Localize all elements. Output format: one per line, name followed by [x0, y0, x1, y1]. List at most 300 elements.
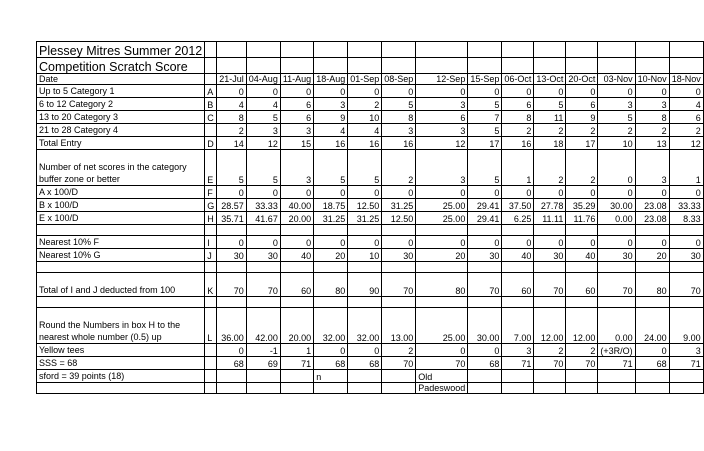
- table-row: [37, 199, 704, 212]
- value-cell: 0: [669, 85, 703, 98]
- value-cell: 0: [348, 344, 382, 357]
- value-cell: 71: [502, 357, 534, 370]
- value-cell: [502, 383, 534, 394]
- value-cell: [669, 370, 703, 383]
- value-cell: 70: [217, 273, 247, 297]
- value-cell: [314, 297, 348, 308]
- empty-cell: [246, 58, 280, 74]
- value-cell: 60: [502, 273, 534, 297]
- value-cell: 0: [566, 236, 598, 249]
- empty-cell: [314, 42, 348, 58]
- value-cell: 13.00: [382, 308, 416, 344]
- value-cell: 69: [246, 357, 280, 370]
- table-row: [37, 249, 704, 262]
- value-cell: [468, 262, 502, 273]
- value-cell: [280, 297, 313, 308]
- value-cell: 60: [566, 273, 598, 297]
- value-cell: 23.08: [635, 212, 669, 225]
- value-cell: 17: [566, 137, 598, 150]
- value-cell: [635, 383, 669, 394]
- value-cell: 3: [502, 344, 534, 357]
- value-cell: 0: [669, 186, 703, 199]
- value-cell: 2: [566, 344, 598, 357]
- table-row: [37, 150, 704, 186]
- column-header: [205, 74, 217, 85]
- value-cell: 0: [348, 236, 382, 249]
- value-cell: 5: [314, 150, 348, 186]
- value-cell: 3: [280, 124, 313, 137]
- value-cell: 6: [280, 111, 313, 124]
- value-cell: [669, 383, 703, 394]
- value-cell: n: [314, 370, 348, 383]
- row-key: F: [205, 186, 217, 199]
- value-cell: [314, 383, 348, 394]
- value-cell: 3: [382, 124, 416, 137]
- value-cell: 0: [314, 344, 348, 357]
- column-header: 20-Oct: [566, 74, 598, 85]
- value-cell: 70: [534, 357, 566, 370]
- empty-cell: [280, 42, 313, 58]
- empty-cell: [534, 58, 566, 74]
- value-cell: 68: [217, 357, 247, 370]
- empty-cell: [348, 58, 382, 74]
- row-key: L: [205, 308, 217, 344]
- value-cell: 0: [280, 186, 313, 199]
- scratch-score-sheet: [36, 41, 704, 394]
- value-cell: 0: [534, 85, 566, 98]
- empty-cell: [598, 58, 635, 74]
- row-key: A: [205, 85, 217, 98]
- row-key: [205, 357, 217, 370]
- row-label: Number of net scores in the category buffer zone or better: [37, 150, 205, 186]
- value-cell: 3: [416, 124, 468, 137]
- value-cell: [534, 262, 566, 273]
- value-cell: 0: [348, 85, 382, 98]
- value-cell: 3: [280, 150, 313, 186]
- value-cell: 0: [468, 85, 502, 98]
- value-cell: 0: [598, 150, 635, 186]
- value-cell: 5: [246, 150, 280, 186]
- value-cell: [217, 262, 247, 273]
- value-cell: 20: [635, 249, 669, 262]
- value-cell: 40: [280, 249, 313, 262]
- value-cell: 30: [246, 249, 280, 262]
- value-cell: 10: [598, 137, 635, 150]
- value-cell: [314, 225, 348, 236]
- value-cell: 11: [534, 111, 566, 124]
- value-cell: 4: [246, 98, 280, 111]
- row-label: A x 100/D: [37, 186, 205, 199]
- table-row: [37, 212, 704, 225]
- value-cell: 35.29: [566, 199, 598, 212]
- empty-cell: [416, 42, 468, 58]
- value-cell: 6: [502, 98, 534, 111]
- value-cell: 5: [468, 150, 502, 186]
- value-cell: 0: [382, 236, 416, 249]
- value-cell: 71: [598, 357, 635, 370]
- empty-cell: [382, 42, 416, 58]
- value-cell: [348, 262, 382, 273]
- column-header: 18-Aug: [314, 74, 348, 85]
- value-cell: 3: [635, 150, 669, 186]
- row-label: Total Entry: [37, 137, 205, 150]
- value-cell: 70: [468, 273, 502, 297]
- value-cell: 18.75: [314, 199, 348, 212]
- empty-cell: [217, 58, 247, 74]
- value-cell: 17: [468, 137, 502, 150]
- value-cell: 68: [635, 357, 669, 370]
- value-cell: 0: [416, 85, 468, 98]
- value-cell: 25.00: [416, 199, 468, 212]
- row-label: Nearest 10% G: [37, 249, 205, 262]
- empty-cell: [566, 58, 598, 74]
- value-cell: 5: [534, 98, 566, 111]
- value-cell: 2: [566, 150, 598, 186]
- value-cell: 0: [246, 236, 280, 249]
- value-cell: 60: [280, 273, 313, 297]
- row-key: [205, 344, 217, 357]
- value-cell: 31.25: [348, 212, 382, 225]
- value-cell: 14: [217, 137, 247, 150]
- value-cell: 0: [314, 236, 348, 249]
- value-cell: [598, 297, 635, 308]
- value-cell: 30: [382, 249, 416, 262]
- value-cell: 80: [314, 273, 348, 297]
- value-cell: 2: [669, 124, 703, 137]
- row-label: SSS = 68: [37, 357, 205, 370]
- table-row: [37, 137, 704, 150]
- value-cell: 30: [217, 249, 247, 262]
- table-row: [37, 273, 704, 297]
- column-header: 18-Nov: [669, 74, 703, 85]
- value-cell: 20: [416, 249, 468, 262]
- value-cell: 5: [382, 98, 416, 111]
- value-cell: 8: [635, 111, 669, 124]
- value-cell: 0: [635, 85, 669, 98]
- value-cell: [635, 262, 669, 273]
- row-key: C: [205, 111, 217, 124]
- row-key: B: [205, 98, 217, 111]
- row-key: K: [205, 273, 217, 297]
- value-cell: [246, 383, 280, 394]
- value-cell: [566, 262, 598, 273]
- column-header: 12-Sep: [416, 74, 468, 85]
- value-cell: 0: [217, 344, 247, 357]
- title-row: [37, 58, 704, 74]
- value-cell: [502, 297, 534, 308]
- value-cell: 90: [348, 273, 382, 297]
- row-key: H: [205, 212, 217, 225]
- value-cell: 12.00: [534, 308, 566, 344]
- value-cell: 9: [566, 111, 598, 124]
- value-cell: 12: [416, 137, 468, 150]
- value-cell: 0: [280, 236, 313, 249]
- value-cell: 5: [468, 98, 502, 111]
- value-cell: 16: [348, 137, 382, 150]
- value-cell: 5: [246, 111, 280, 124]
- empty-cell: [382, 58, 416, 74]
- empty-cell: [502, 42, 534, 58]
- table-row: [37, 308, 704, 344]
- table-row: [37, 357, 704, 370]
- value-cell: 6: [416, 111, 468, 124]
- value-cell: 68: [314, 357, 348, 370]
- value-cell: 10: [348, 249, 382, 262]
- value-cell: 80: [416, 273, 468, 297]
- value-cell: [382, 370, 416, 383]
- value-cell: [635, 225, 669, 236]
- empty-cell: [502, 58, 534, 74]
- value-cell: 20.00: [280, 212, 313, 225]
- value-cell: 6: [669, 111, 703, 124]
- value-cell: 6.25: [502, 212, 534, 225]
- column-header-date: Date: [37, 74, 205, 85]
- value-cell: 40.00: [280, 199, 313, 212]
- value-cell: 4: [348, 124, 382, 137]
- row-key: [205, 262, 217, 273]
- row-label: 21 to 28 Category 4: [37, 124, 205, 137]
- column-header: 06-Oct: [502, 74, 534, 85]
- value-cell: [502, 262, 534, 273]
- value-cell: [502, 225, 534, 236]
- empty-cell: [348, 42, 382, 58]
- value-cell: 0: [416, 344, 468, 357]
- value-cell: [534, 370, 566, 383]
- table-row: [37, 370, 704, 383]
- value-cell: 12.00: [566, 308, 598, 344]
- row-label: Yellow tees: [37, 344, 205, 357]
- value-cell: 0: [534, 236, 566, 249]
- value-cell: 12.50: [382, 212, 416, 225]
- table-row: [37, 236, 704, 249]
- sheet-subtitle: Competition Scratch Score: [37, 58, 205, 74]
- row-label: Round the Numbers in box H to the nearest whole number (0.5) up: [37, 308, 205, 344]
- value-cell: 27.78: [534, 199, 566, 212]
- value-cell: 71: [669, 357, 703, 370]
- table-row: [37, 98, 704, 111]
- value-cell: [348, 370, 382, 383]
- value-cell: 3: [314, 98, 348, 111]
- value-cell: [246, 370, 280, 383]
- value-cell: 42.00: [246, 308, 280, 344]
- row-label: Total of I and J deducted from 100: [37, 273, 205, 297]
- value-cell: 0: [669, 236, 703, 249]
- column-header: 01-Sep: [348, 74, 382, 85]
- value-cell: [280, 225, 313, 236]
- value-cell: 0: [635, 344, 669, 357]
- value-cell: 2: [534, 344, 566, 357]
- value-cell: [566, 225, 598, 236]
- row-label: sford = 39 points (18): [37, 370, 205, 383]
- value-cell: [468, 370, 502, 383]
- column-header: 08-Sep: [382, 74, 416, 85]
- value-cell: 13: [635, 137, 669, 150]
- row-label: E x 100/D: [37, 212, 205, 225]
- value-cell: 5: [598, 111, 635, 124]
- value-cell: [669, 225, 703, 236]
- value-cell: [534, 383, 566, 394]
- column-header: 04-Aug: [246, 74, 280, 85]
- empty-cell: [314, 58, 348, 74]
- value-cell: [566, 383, 598, 394]
- value-cell: 28.57: [217, 199, 247, 212]
- value-cell: 18: [534, 137, 566, 150]
- table-row: [37, 344, 704, 357]
- value-cell: 3: [416, 150, 468, 186]
- value-cell: 5: [217, 150, 247, 186]
- value-cell: (+3R/O): [598, 344, 635, 357]
- row-key: [205, 383, 217, 394]
- value-cell: 35.71: [217, 212, 247, 225]
- value-cell: 4: [217, 98, 247, 111]
- value-cell: 30.00: [468, 308, 502, 344]
- value-cell: 70: [246, 273, 280, 297]
- value-cell: 32.00: [348, 308, 382, 344]
- value-cell: 8: [382, 111, 416, 124]
- value-cell: [217, 383, 247, 394]
- value-cell: [348, 297, 382, 308]
- value-cell: [598, 262, 635, 273]
- value-cell: [348, 383, 382, 394]
- value-cell: [416, 297, 468, 308]
- value-cell: 0.00: [598, 212, 635, 225]
- value-cell: [598, 370, 635, 383]
- value-cell: 0: [598, 236, 635, 249]
- sheet-title: Plessey Mitres Summer 2012: [37, 42, 205, 58]
- column-header: 11-Aug: [280, 74, 313, 85]
- table-row: [37, 186, 704, 199]
- value-cell: 70: [566, 357, 598, 370]
- row-key: D: [205, 137, 217, 150]
- value-cell: 0: [314, 186, 348, 199]
- empty-cell: [635, 58, 669, 74]
- value-cell: 25.00: [416, 308, 468, 344]
- row-key: G: [205, 199, 217, 212]
- value-cell: 6: [566, 98, 598, 111]
- value-cell: [280, 383, 313, 394]
- value-cell: 8: [502, 111, 534, 124]
- empty-cell: [416, 58, 468, 74]
- value-cell: [534, 225, 566, 236]
- value-cell: 0: [566, 186, 598, 199]
- value-cell: 25.00: [416, 212, 468, 225]
- value-cell: 3: [416, 98, 468, 111]
- value-cell: 0: [314, 85, 348, 98]
- value-cell: [635, 297, 669, 308]
- row-key: I: [205, 236, 217, 249]
- value-cell: 20.00: [280, 308, 313, 344]
- value-cell: 31.25: [382, 199, 416, 212]
- table-row: [37, 383, 704, 394]
- value-cell: [468, 225, 502, 236]
- value-cell: 0: [468, 344, 502, 357]
- value-cell: 0: [598, 85, 635, 98]
- value-cell: [382, 383, 416, 394]
- value-cell: [566, 370, 598, 383]
- value-cell: [246, 297, 280, 308]
- value-cell: [502, 370, 534, 383]
- row-label: [37, 225, 205, 236]
- value-cell: 3: [669, 344, 703, 357]
- value-cell: 2: [534, 150, 566, 186]
- value-cell: 70: [534, 273, 566, 297]
- header-row: [37, 74, 704, 85]
- empty-cell: [246, 42, 280, 58]
- empty-cell: [669, 58, 703, 74]
- row-key: [205, 297, 217, 308]
- value-cell: 33.33: [669, 199, 703, 212]
- empty-cell: [635, 42, 669, 58]
- value-cell: [280, 262, 313, 273]
- value-cell: 7.00: [502, 308, 534, 344]
- column-header: 15-Sep: [468, 74, 502, 85]
- value-cell: [217, 297, 247, 308]
- value-cell: Old: [416, 370, 468, 383]
- value-cell: 70: [382, 273, 416, 297]
- value-cell: 32.00: [314, 308, 348, 344]
- value-cell: 6: [280, 98, 313, 111]
- value-cell: 12.50: [348, 199, 382, 212]
- value-cell: [382, 297, 416, 308]
- value-cell: 9.00: [669, 308, 703, 344]
- value-cell: 2: [635, 124, 669, 137]
- value-cell: 0: [280, 85, 313, 98]
- value-cell: 11.11: [534, 212, 566, 225]
- value-cell: 12: [246, 137, 280, 150]
- value-cell: 41.67: [246, 212, 280, 225]
- value-cell: 0: [635, 236, 669, 249]
- value-cell: 0: [566, 85, 598, 98]
- value-cell: 40: [502, 249, 534, 262]
- value-cell: 3: [598, 98, 635, 111]
- value-cell: 0: [502, 85, 534, 98]
- value-cell: 29.41: [468, 212, 502, 225]
- column-header: 03-Nov: [598, 74, 635, 85]
- value-cell: 0: [217, 186, 247, 199]
- value-cell: 71: [280, 357, 313, 370]
- value-cell: 1: [280, 344, 313, 357]
- value-cell: 30: [534, 249, 566, 262]
- empty-cell: [217, 42, 247, 58]
- value-cell: 0: [502, 186, 534, 199]
- value-cell: 70: [382, 357, 416, 370]
- value-cell: 2: [382, 150, 416, 186]
- value-cell: [534, 297, 566, 308]
- value-cell: 0: [416, 186, 468, 199]
- value-cell: 16: [382, 137, 416, 150]
- value-cell: 0: [246, 186, 280, 199]
- column-header: 21-Jul: [217, 74, 247, 85]
- value-cell: 8: [217, 111, 247, 124]
- value-cell: [246, 262, 280, 273]
- value-cell: [598, 225, 635, 236]
- value-cell: 2: [598, 124, 635, 137]
- value-cell: 0: [598, 186, 635, 199]
- value-cell: 0: [217, 236, 247, 249]
- value-cell: [566, 297, 598, 308]
- row-label: [37, 383, 205, 394]
- table-row: [37, 262, 704, 273]
- value-cell: 29.41: [468, 199, 502, 212]
- value-cell: 70: [416, 357, 468, 370]
- value-cell: 0: [217, 85, 247, 98]
- value-cell: [246, 225, 280, 236]
- empty-cell: [468, 42, 502, 58]
- empty-cell: [280, 58, 313, 74]
- value-cell: 31.25: [314, 212, 348, 225]
- empty-cell: [566, 42, 598, 58]
- value-cell: 80: [635, 273, 669, 297]
